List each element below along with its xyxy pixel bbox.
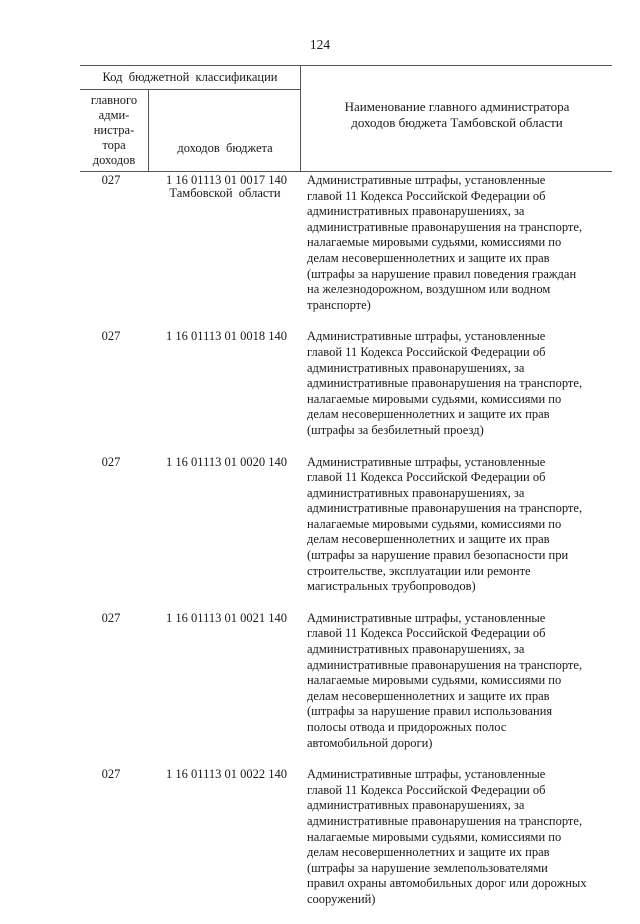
- income-name-cell: [295, 767, 595, 907]
- budget-code-cell: 1 16 01113 01 0018 140: [166, 329, 287, 344]
- income-name-line: делам несовершеннолетних и защите их прав: [307, 250, 550, 265]
- income-name-line: главой 11 Кодекса Российской Федерации об: [307, 626, 546, 641]
- income-name-line: налагаемые мировыми судьями, комиссиями по: [307, 235, 562, 250]
- income-name-cell: [295, 611, 595, 751]
- income-name-line: (штрафы за нарушение правил поведения граждан: [307, 266, 577, 281]
- header-col-admin-line: нистра-: [93, 123, 135, 137]
- income-name-line: налагаемые мировыми судьями, комиссиями по: [307, 516, 562, 531]
- income-name-cell: [295, 329, 595, 438]
- budget-code-cell: 1 16 01113 01 0020 140: [166, 454, 287, 469]
- income-name-line: налагаемые мировыми судьями, комиссиями по: [307, 673, 562, 688]
- income-name-line: административные правонарушения на транспорте,: [307, 501, 583, 516]
- header-col-divider-1: [148, 89, 149, 171]
- table-body: [80, 173, 612, 924]
- income-name-line: административных правонарушениях, за: [307, 798, 525, 813]
- income-name-line: транспорте): [307, 297, 371, 312]
- table-row: [80, 767, 612, 907]
- table-row: [80, 329, 612, 438]
- income-name-line: строительстве, эксплуатации или ремонте: [307, 563, 531, 578]
- income-name-line: Административные штрафы, установленные: [307, 610, 546, 625]
- income-name-line: Административные штрафы, установленные: [307, 454, 546, 469]
- income-name-line: Административные штрафы, установленные: [307, 173, 546, 187]
- income-name-line: административные правонарушения на транспорте,: [307, 219, 583, 234]
- income-name-line: административные правонарушения на транспорте,: [307, 376, 583, 391]
- header-col-divider-2: [300, 65, 301, 171]
- header-col-admin: [80, 93, 148, 168]
- table-row: [80, 173, 612, 313]
- income-name-line: административных правонарушениях, за: [307, 204, 525, 219]
- header-top-border: [80, 65, 612, 66]
- table-row: [80, 611, 612, 751]
- admin-code-cell: 027: [101, 454, 121, 469]
- header-group-divider: [80, 89, 300, 90]
- header-col-code-line: доходов бюджета: [177, 141, 273, 155]
- income-name-line: автомобильной дороги): [307, 735, 433, 750]
- header-col-code-line: Тамбовской области: [169, 186, 281, 200]
- income-name-line: административных правонарушениях, за: [307, 360, 525, 375]
- budget-code-cell: 1 16 01113 01 0022 140: [166, 767, 287, 782]
- income-name-line: (штрафы за нарушение правил использования: [307, 704, 553, 719]
- admin-code-cell: 027: [101, 173, 121, 187]
- income-name-line: главой 11 Кодекса Российской Федерации об: [307, 188, 546, 203]
- income-name-line: административные правонарушения на транспорте,: [307, 657, 583, 672]
- income-name-line: Административные штрафы, установленные: [307, 329, 546, 344]
- income-name-line: (штрафы за нарушение землепользователями: [307, 860, 548, 875]
- income-name-line: административных правонарушениях, за: [307, 642, 525, 657]
- income-name-cell: [295, 455, 595, 595]
- income-name-line: на железнодорожном, воздушном или водном: [307, 282, 551, 297]
- income-name-line: административных правонарушениях, за: [307, 485, 525, 500]
- income-name-line: главой 11 Кодекса Российской Федерации об: [307, 344, 546, 359]
- table-row: [80, 455, 612, 595]
- income-name-line: (штрафы за безбилетный проезд): [307, 422, 484, 437]
- page-number: 124: [309, 37, 331, 52]
- income-name-line: главой 11 Кодекса Российской Федерации об: [307, 782, 546, 797]
- income-name-line: (штрафы за нарушение правил безопасности при: [307, 548, 569, 563]
- income-name-line: делам несовершеннолетних и защите их прав: [307, 407, 550, 422]
- income-name-line: сооружений): [307, 891, 376, 906]
- income-name-line: главой 11 Кодекса Российской Федерации об: [307, 470, 546, 485]
- income-name-line: делам несовершеннолетних и защите их прав: [307, 532, 550, 547]
- income-name-line: делам несовершеннолетних и защите их прав: [307, 845, 550, 860]
- income-name-line: делам несовершеннолетних и защите их прав: [307, 688, 550, 703]
- income-name-line: налагаемые мировыми судьями, комиссиями по: [307, 391, 562, 406]
- header-col-admin-line: главного: [90, 93, 138, 107]
- income-name-line: магистральных трубопроводов): [307, 579, 476, 594]
- header-col-admin-line: тора: [102, 138, 126, 152]
- header-col-admin-line: адми-: [98, 108, 130, 122]
- budget-code-cell: 1 16 01113 01 0017 140: [166, 173, 287, 187]
- income-name-line: налагаемые мировыми судьями, комиссиями по: [307, 829, 562, 844]
- admin-code-cell: 027: [101, 767, 121, 782]
- admin-code-cell: 027: [101, 610, 121, 625]
- budget-code-cell: 1 16 01113 01 0021 140: [166, 610, 287, 625]
- admin-code-cell: 027: [101, 329, 121, 344]
- header-col-name-line: доходов бюджета Тамбовской области: [351, 115, 563, 130]
- income-name-cell: [295, 173, 595, 313]
- header-col-admin-line: доходов: [92, 153, 136, 167]
- income-name-line: административные правонарушения на транспорте,: [307, 813, 583, 828]
- header-col-name-line: Наименование главного администратора: [344, 99, 570, 114]
- income-name-line: Административные штрафы, установленные: [307, 767, 546, 782]
- income-name-line: правил охраны автомобильных дорог или дорожных: [307, 876, 587, 891]
- header-col-name: [302, 99, 612, 131]
- header-group-label: Код бюджетной классификации: [102, 70, 278, 84]
- income-name-line: полосы отвода и придорожных полос: [307, 720, 507, 734]
